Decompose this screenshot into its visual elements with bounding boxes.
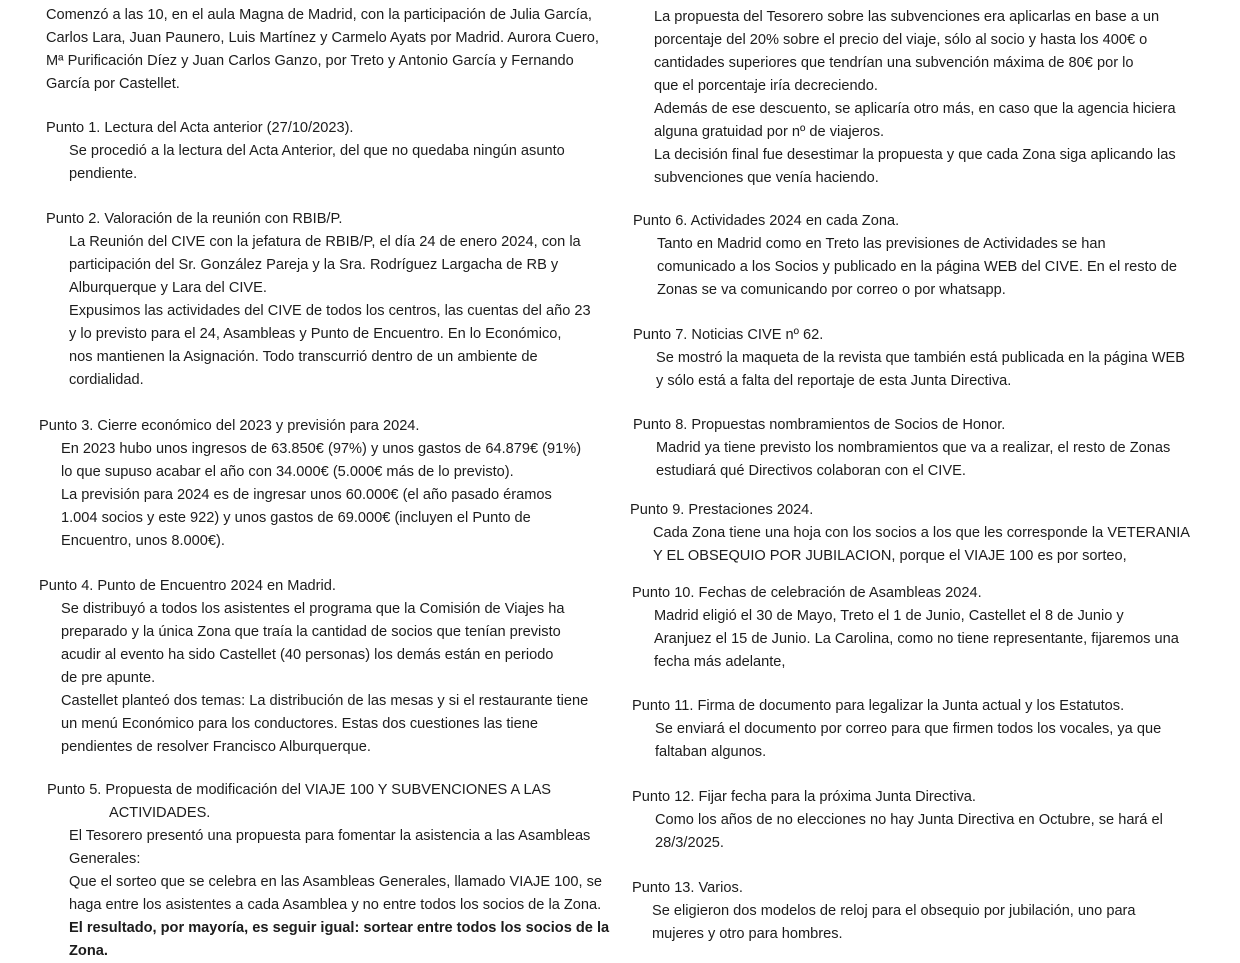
text-line: Se distribuyó a todos los asistentes el programa que la Comisión de Viajes ha	[61, 601, 565, 617]
text-line: faltaban algunos.	[655, 744, 767, 760]
text-line: nos mantienen la Asignación. Todo transcurrió dentro de un ambiente de	[69, 349, 538, 365]
section-body-punto-8	[656, 437, 1170, 483]
resolution-line: El resultado, por mayoría, es seguir igual: sortear entre todos los socios de la	[69, 920, 610, 936]
text-line: La propuesta del Tesorero sobre las subvenciones era aplicarlas en base a un	[654, 9, 1160, 25]
text-line: pendiente.	[69, 166, 138, 182]
text-line: Zonas se va comunicando por correo o por whatsapp.	[657, 282, 1006, 298]
section-body-punto-7	[656, 347, 1185, 393]
section-heading-punto-7: Punto 7. Noticias CIVE nº 62.	[633, 327, 824, 343]
section-heading-punto-10: Punto 10. Fechas de celebración de Asambleas 2024.	[632, 585, 982, 601]
section-body-punto-5-continued	[654, 6, 1176, 190]
section-body-punto-11	[655, 718, 1161, 764]
text-line: estudiará qué Directivos colaboran con el CIVE.	[656, 463, 966, 479]
text-line: participación del Sr. González Pareja y la Sra. Rodríguez Largacha de RB y	[69, 257, 559, 273]
resolution-line: Zona.	[69, 943, 108, 959]
text-line: Tanto en Madrid como en Treto las previsiones de Actividades se han	[657, 236, 1106, 252]
section-heading-punto-1: Punto 1. Lectura del Acta anterior (27/10/2023).	[46, 120, 354, 136]
intro-paragraph	[46, 4, 599, 96]
text-line: de pre apunte.	[61, 670, 156, 686]
text-line: Que el sorteo que se celebra en las Asambleas Generales, llamado VIAJE 100, se	[69, 874, 602, 890]
section-body-punto-9	[653, 522, 1190, 568]
section-heading-punto-5: Punto 5. Propuesta de modificación del VIAJE 100 Y SUBVENCIONES A LAS	[47, 782, 552, 798]
text-line: Como los años de no elecciones no hay Junta Directiva en Octubre, se hará el	[655, 812, 1163, 828]
text-line: cordialidad.	[69, 372, 144, 388]
text-line: Se eligieron dos modelos de reloj para el obsequio por jubilación, uno para	[652, 903, 1136, 919]
text-line: preparado y la única Zona que traía la cantidad de socios que tenían previsto	[61, 624, 561, 640]
text-line: y lo previsto para el 24, Asambleas y Punto de Encuentro. En lo Económico,	[69, 326, 562, 342]
section-heading-punto-9: Punto 9. Prestaciones 2024.	[630, 502, 814, 518]
text-line: mujeres y otro para hombres.	[652, 926, 843, 942]
text-line: Alburquerque y Lara del CIVE.	[69, 280, 267, 296]
section-heading-punto-3: Punto 3. Cierre económico del 2023 y previsión para 2024.	[39, 418, 420, 434]
section-heading-punto-2: Punto 2. Valoración de la reunión con RBIB/P.	[46, 211, 343, 227]
section-body-punto-3	[61, 438, 581, 553]
text-line: alguna gratuidad por nº de viajeros.	[654, 124, 885, 140]
section-body-punto-1	[69, 140, 565, 186]
text-line: un menú Económico para los conductores. Estas dos cuestiones las tiene	[61, 716, 538, 732]
section-body-punto-12	[655, 809, 1163, 855]
section-body-punto-5	[69, 825, 609, 963]
text-line: Encuentro, unos 8.000€).	[61, 533, 225, 549]
section-body-punto-2	[69, 231, 591, 392]
text-line: La previsión para 2024 es de ingresar unos 60.000€ (el año pasado éramos	[61, 487, 552, 503]
text-line: fecha más adelante,	[654, 654, 786, 670]
section-body-punto-6	[657, 233, 1177, 302]
section-body-punto-13	[652, 900, 1136, 946]
section-heading-punto-12: Punto 12. Fijar fecha para la próxima Junta Directiva.	[632, 789, 976, 805]
section-heading-punto-5-continued: ACTIVIDADES.	[109, 805, 211, 821]
section-heading-punto-8: Punto 8. Propuestas nombramientos de Socios de Honor.	[633, 417, 1006, 433]
text-line: que el porcentaje iría decreciendo.	[654, 78, 878, 94]
text-line: haga entre los asistentes a cada Asamblea y no entre todos los socios de la Zona.	[69, 897, 602, 913]
text-line: Generales:	[69, 851, 141, 867]
text-line: El Tesorero presentó una propuesta para fomentar la asistencia a las Asambleas	[69, 828, 591, 844]
text-line: 1.004 socios y este 922) y unos gastos de 69.000€ (incluyen el Punto de	[61, 510, 531, 526]
text-line: Se enviará el documento por correo para que firmen todos los vocales, ya que	[655, 721, 1162, 737]
section-heading-punto-11: Punto 11. Firma de documento para legalizar la Junta actual y los Estatutos.	[632, 698, 1125, 714]
text-line: En 2023 hubo unos ingresos de 63.850€ (97%) y unos gastos de 64.879€ (91%)	[61, 441, 582, 457]
text-line: acudir al evento ha sido Castellet (40 personas) los demás están en periodo	[61, 647, 554, 663]
text-line: pendientes de resolver Francisco Alburquerque.	[61, 739, 371, 755]
text-line: Castellet planteó dos temas: La distribución de las mesas y si el restaurante tiene	[61, 693, 589, 709]
text-line: Además de ese descuento, se aplicaría otro más, en caso que la agencia hiciera	[654, 101, 1176, 117]
section-body-punto-10	[654, 605, 1179, 674]
text-line: Mª Purificación Díez y Juan Carlos Ganzo, por Treto y Antonio García y Fernando	[46, 53, 574, 69]
text-line: cantidades superiores que tendrían una subvención máxima de 80€ por lo	[654, 55, 1134, 71]
text-line: La decisión final fue desestimar la propuesta y que cada Zona siga aplicando las	[654, 147, 1176, 163]
text-line: Se procedió a la lectura del Acta Anterior, del que no quedaba ningún asunto	[69, 143, 565, 159]
text-line: García por Castellet.	[46, 76, 180, 92]
text-line: y sólo está a falta del reportaje de esta Junta Directiva.	[656, 373, 1012, 389]
text-line: lo que supuso acabar el año con 34.000€ (5.000€ más de lo previsto).	[61, 464, 514, 480]
text-line: Cada Zona tiene una hoja con los socios a los que les corresponde la VETERANIA	[653, 525, 1191, 541]
text-line: comunicado a los Socios y publicado en la página WEB del CIVE. En el resto de	[657, 259, 1177, 275]
section-heading-punto-4: Punto 4. Punto de Encuentro 2024 en Madrid.	[39, 578, 336, 594]
text-line: Comenzó a las 10, en el aula Magna de Madrid, con la participación de Julia García,	[46, 7, 592, 23]
section-heading-punto-13: Punto 13. Varios.	[632, 880, 743, 896]
text-line: porcentaje del 20% sobre el precio del viaje, sólo al socio y hasta los 400€ o	[654, 32, 1148, 48]
text-line: subvenciones que venía haciendo.	[654, 170, 879, 186]
text-line: La Reunión del CIVE con la jefatura de RBIB/P, el día 24 de enero 2024, con la	[69, 234, 581, 250]
text-line: Expusimos las actividades del CIVE de todos los centros, las cuentas del año 23	[69, 303, 591, 319]
text-line: Y EL OBSEQUIO POR JUBILACION, porque el VIAJE 100 es por sorteo,	[653, 548, 1127, 564]
text-line: 28/3/2025.	[655, 835, 724, 851]
text-line: Se mostró la maqueta de la revista que también está publicada en la página WEB	[656, 350, 1185, 366]
text-line: Madrid eligió el 30 de Mayo, Treto el 1 de Junio, Castellet el 8 de Junio y	[654, 608, 1124, 624]
section-body-punto-4	[61, 598, 588, 759]
text-line: Madrid ya tiene previsto los nombramientos que va a realizar, el resto de Zonas	[656, 440, 1171, 456]
text-line: Aranjuez el 15 de Junio. La Carolina, como no tiene representante, fijaremos una	[654, 631, 1179, 647]
text-line: Carlos Lara, Juan Paunero, Luis Martínez y Carmelo Ayats por Madrid. Aurora Cuero,	[46, 30, 599, 46]
section-heading-punto-6: Punto 6. Actividades 2024 en cada Zona.	[633, 213, 900, 229]
